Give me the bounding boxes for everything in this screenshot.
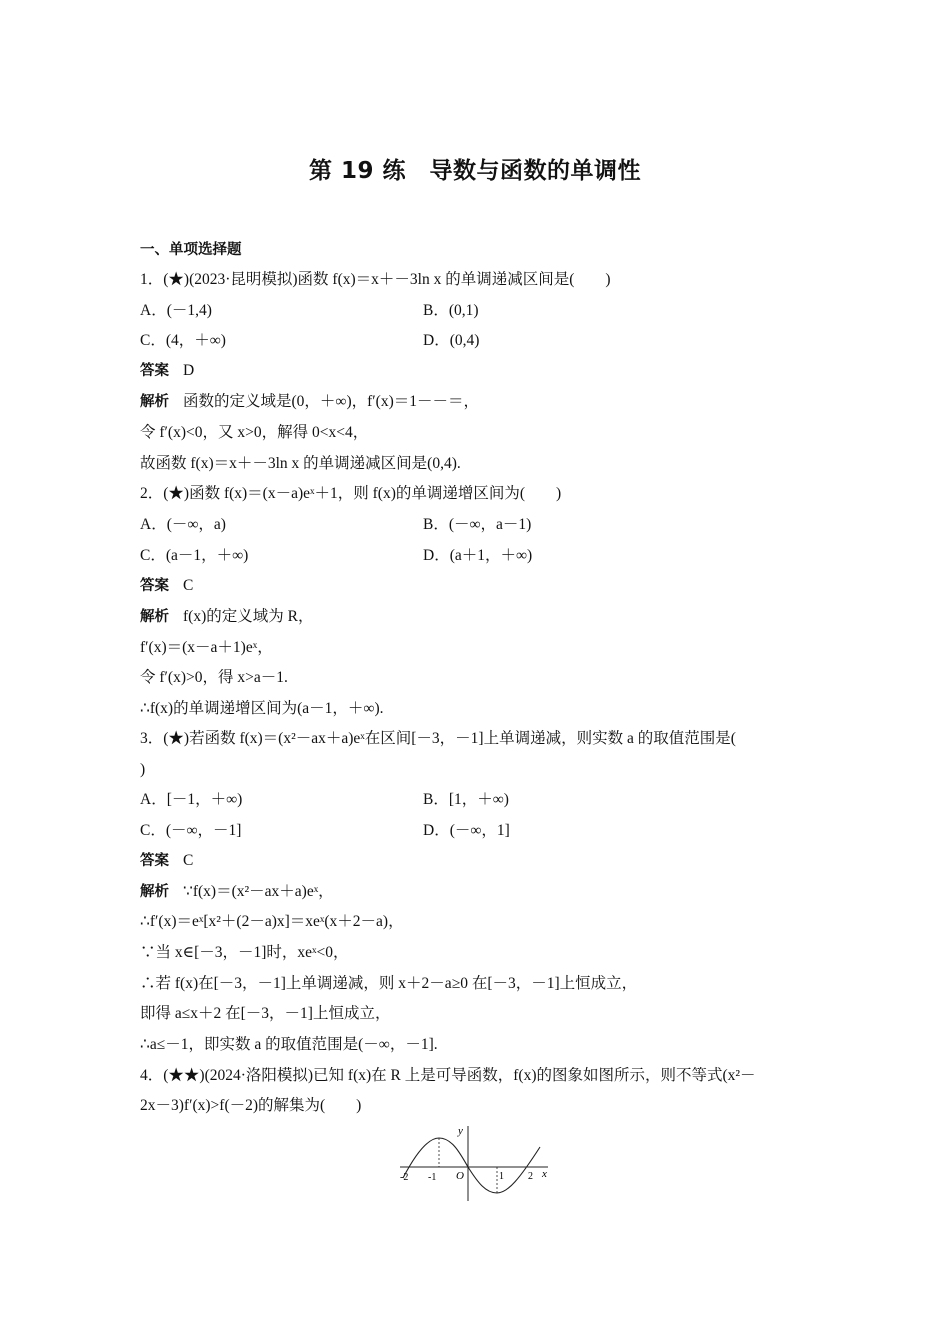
q3-answer bbox=[140, 851, 193, 871]
q2-analysis-3: 令 f′(x)>0，得 x>a－1. bbox=[140, 669, 288, 686]
q2-option-b: B．(－∞，a－1) bbox=[423, 516, 532, 533]
q3-option-b: B．[1，＋∞) bbox=[423, 791, 509, 808]
q1-analysis-3: 故函数 f(x)＝x＋－3ln x 的单调递减区间是(0,4). bbox=[140, 455, 461, 472]
q1-stem: 1．(★)(2023·昆明模拟)函数 f(x)＝x＋－3ln x 的单调递减区间是( ) bbox=[140, 271, 611, 288]
q3-analysis-5: 即得 a≤x＋2 在[－3，－1]上恒成立， bbox=[140, 1005, 391, 1022]
q4-stem-line2: 2x－3)f′(x)>f(－2)的解集为( ) bbox=[140, 1097, 362, 1114]
q2-option-a: A．(－∞，a) bbox=[140, 516, 226, 533]
tick-label-neg2: -2 bbox=[400, 1172, 409, 1183]
analysis-text: f(x)的定义域为 R， bbox=[183, 608, 314, 625]
page-title: 第 19 练 导数与函数的单调性 bbox=[308, 158, 642, 184]
tick-label-2: 2 bbox=[528, 1171, 533, 1182]
analysis-label: 解析 bbox=[140, 609, 169, 625]
q1-analysis-1 bbox=[140, 392, 479, 412]
answer-value: C bbox=[183, 852, 194, 869]
tick-label-neg1: -1 bbox=[428, 1172, 437, 1183]
q3-option-d: D．(－∞，1] bbox=[423, 822, 510, 839]
q2-stem: 2．(★)函数 f(x)＝(x－a)eˣ＋1，则 f(x)的单调递增区间为( ) bbox=[140, 485, 562, 502]
answer-value: D bbox=[183, 362, 195, 379]
q2-answer bbox=[140, 576, 193, 596]
q1-option-a: A．(－1,4) bbox=[140, 302, 212, 319]
q3-analysis-1 bbox=[140, 882, 334, 902]
q3-option-a: A．[－1，＋∞) bbox=[140, 791, 243, 808]
answer-value: C bbox=[183, 577, 194, 594]
q2-option-c: C．(a－1，＋∞) bbox=[140, 547, 249, 564]
q2-analysis-4: ∴f(x)的单调递增区间为(a－1，＋∞). bbox=[140, 700, 384, 717]
q1-analysis-2: 令 f′(x)<0，又 x>0，解得 0<x<4， bbox=[140, 424, 369, 441]
q3-stem-line1: 3．(★)若函数 f(x)＝(x²－ax＋a)eˣ在区间[－3，－1]上单调递减，则实数 a 的取值范围是( bbox=[140, 730, 736, 747]
q3-analysis-3: ∵当 x∈[－3，－1]时，xeˣ<0， bbox=[140, 944, 349, 961]
x-axis-label: x bbox=[542, 1168, 547, 1180]
q3-stem-line2: ) bbox=[140, 761, 146, 778]
y-axis-label: y bbox=[458, 1125, 463, 1137]
tick-label-1: 1 bbox=[499, 1171, 504, 1182]
q3-analysis-4: ∴若 f(x)在[－3，－1]上单调递减，则 x＋2－a≥0 在[－3，－1]上恒成立， bbox=[140, 975, 638, 992]
analysis-text: 函数的定义域是(0，＋∞)，f′(x)＝1－－＝， bbox=[183, 393, 479, 410]
q1-option-c: C．(4，＋∞) bbox=[140, 332, 226, 349]
q1-answer bbox=[140, 361, 194, 381]
analysis-label: 解析 bbox=[140, 884, 169, 900]
analysis-label: 解析 bbox=[140, 394, 169, 410]
function-graph bbox=[398, 1123, 558, 1205]
q2-analysis-2: f′(x)＝(x－a＋1)eˣ， bbox=[140, 639, 273, 656]
q3-analysis-2: ∴f′(x)＝eˣ[x²＋(2－a)x]＝xeˣ(x＋2－a)， bbox=[140, 913, 404, 930]
q2-option-d: D．(a＋1，＋∞) bbox=[423, 547, 533, 564]
q3-option-c: C．(－∞，－1] bbox=[140, 822, 242, 839]
answer-label: 答案 bbox=[140, 578, 169, 594]
section-heading: 一、单项选择题 bbox=[140, 242, 242, 258]
q1-option-d: D．(0,4) bbox=[423, 332, 480, 349]
analysis-text: ∵f(x)＝(x²－ax＋a)eˣ， bbox=[183, 883, 334, 900]
q1-option-b: B．(0,1) bbox=[423, 302, 479, 319]
answer-label: 答案 bbox=[140, 853, 169, 869]
curve bbox=[403, 1138, 540, 1193]
q2-analysis-1 bbox=[140, 607, 313, 627]
origin-label: O bbox=[456, 1170, 464, 1182]
q4-stem-line1: 4．(★★)(2024·洛阳模拟)已知 f(x)在 R 上是可导函数，f(x)的图象如图所示，则不等式(x²－ bbox=[140, 1067, 756, 1084]
answer-label: 答案 bbox=[140, 363, 169, 379]
q3-analysis-6: ∴a≤－1，即实数 a 的取值范围是(－∞，－1]. bbox=[140, 1036, 438, 1053]
